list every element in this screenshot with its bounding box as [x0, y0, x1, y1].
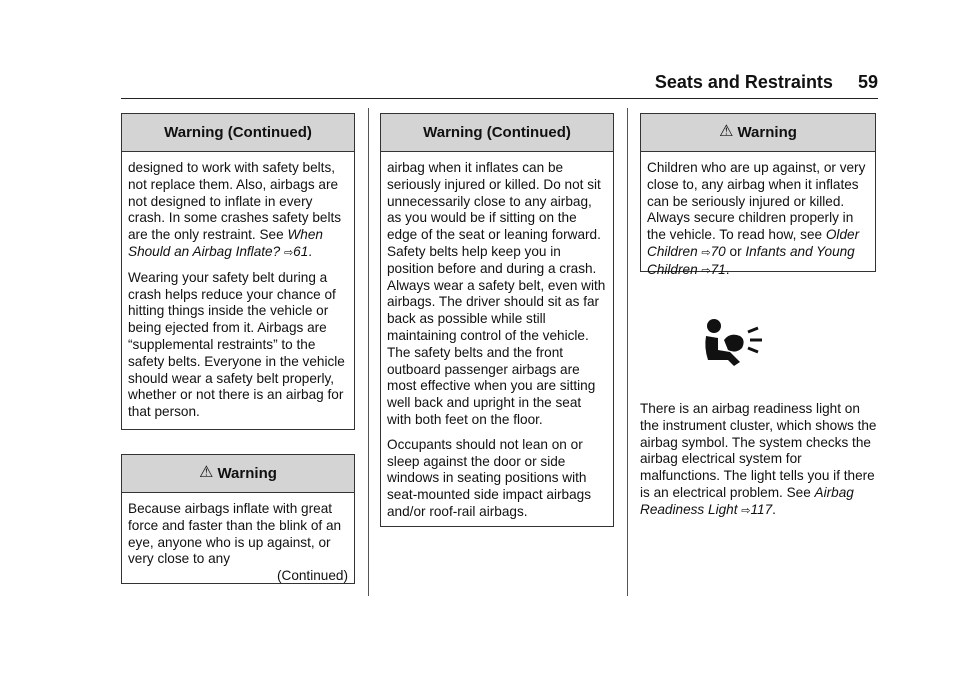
page-header	[560, 72, 878, 93]
page-number: 59	[857, 72, 878, 92]
warning-box-body	[381, 152, 613, 527]
column-divider-2	[627, 108, 628, 596]
warning-paragraph: Children who are up against, or very close to, any airbag when it inflates can be seriously injured or killed. Always secure children properly in the vehicle. To read how, see Older Children ⇨70 or Infants and Young Children ⇨71.	[647, 160, 866, 277]
warning-box-2	[121, 454, 355, 584]
warning-triangle-icon: ⚠	[719, 122, 734, 140]
page-ref-icon: ⇨	[701, 264, 711, 277]
warning-box-title: ⚠ Warning	[122, 455, 354, 493]
warning-box-body	[122, 493, 354, 591]
page-ref-icon: ⇨	[741, 504, 751, 517]
column-divider-1	[368, 108, 369, 596]
warning-box-title: Warning (Continued)	[381, 114, 613, 152]
warning-box-continued-2	[380, 113, 614, 527]
xref-link-infants[interactable]: Infants and Young Children ⇨71	[647, 243, 855, 277]
warning-box-continued-1	[121, 113, 355, 430]
header-rule	[121, 98, 878, 99]
xref-link-airbag-inflate[interactable]: When Should an Airbag Inflate? ⇨61	[128, 227, 323, 259]
warning-box-body	[641, 152, 875, 286]
page-ref-icon: ⇨	[283, 246, 294, 259]
warning-paragraph: designed to work with safety belts, not replace them. Also, airbags are not designed to inflate in every crash. In some crashes safety belts are the only restraint. See When Should an Airbag Inflate? ⇨61.	[128, 160, 342, 259]
warning-triangle-icon: ⚠	[199, 463, 214, 481]
airbag-readiness-paragraph: There is an airbag readiness light on the instrument cluster, which shows the airbag symbol. The system checks the airbag electrical system for malfunctions. The light tells you if there is an electrical problem. See Airbag Readiness Light ⇨117.	[640, 401, 877, 517]
xref-link-older-children[interactable]: Older Children ⇨70	[647, 227, 860, 259]
warning-box-title: ⚠ Warning	[641, 114, 875, 152]
page-ref-icon: ⇨	[701, 246, 711, 259]
warning-paragraph: Wearing your safety belt during a crash helps reduce your chance of hitting things inside the vehicle or being ejected from it. Airbags are “supplemental restraints” to the safety belts. Everyone in the vehicle should wear a safety belt properly, whether or not there is an airbag for that person.	[128, 269, 345, 420]
xref-link-airbag-readiness-light[interactable]: Airbag Readiness Light ⇨117	[640, 484, 854, 517]
airbag-readiness-icon	[700, 318, 786, 370]
warning-paragraph: airbag when it inflates can be seriously injured or killed. Do not sit unnecessarily close to any airbag, as you would be if sitting on the edge of the seat or leaning forward. Safety belts help keep you in position before and during a crash. Always wear a safety belt, even with airbags. The driver should sit as far back as possible while still maintaining control of the vehicle. The safety belts and the front outboard passenger airbags are most effective when you are sitting well back and upright in the seat with both feet on the floor.	[387, 160, 606, 427]
section-title: Seats and Restraints	[654, 72, 833, 92]
warning-paragraph: Occupants should not lean on or sleep against the door or side windows in seating positions with seat-mounted side impact airbags and/or roof-rail airbags.	[387, 436, 592, 519]
warning-box-body	[122, 152, 354, 427]
warning-box-3	[640, 113, 876, 277]
warning-box-title: Warning (Continued)	[122, 114, 354, 152]
continued-label: (Continued)	[276, 568, 348, 584]
warning-paragraph: Because airbags inflate with great force and faster than the blink of an eye, anyone who is up against, or very close to any	[128, 501, 342, 567]
